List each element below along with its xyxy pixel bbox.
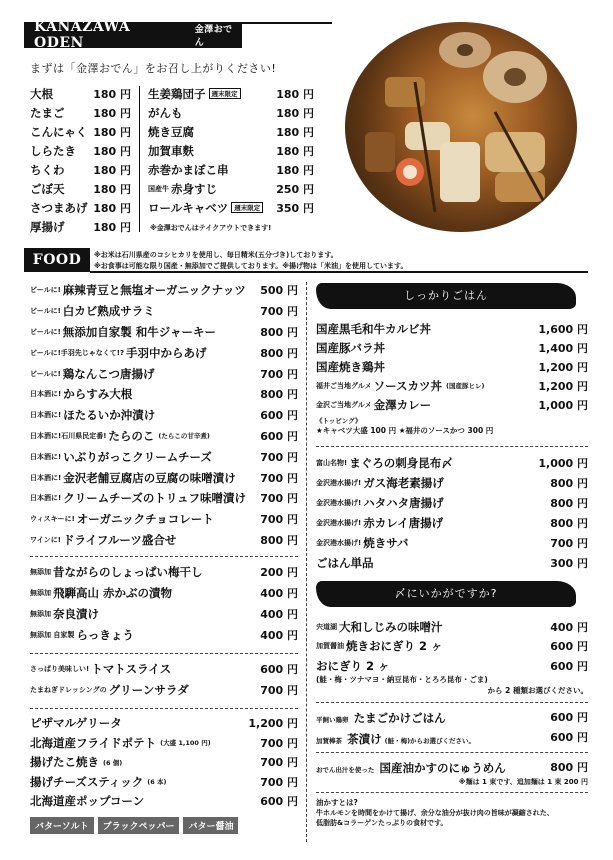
item-price: 180 円 (93, 220, 131, 234)
flavor-chip: バター醤油 (183, 817, 238, 834)
item-label (30, 754, 122, 770)
item-name: ごはん単品 (316, 556, 374, 570)
header-subtitle: 金澤おでん (194, 25, 233, 48)
item-price: 800 円 (260, 533, 298, 547)
item-name: 昔ながらのしょっぱい梅干し (53, 564, 203, 579)
item-price: 700 円 (260, 305, 298, 319)
menu-item (30, 488, 298, 509)
item-name: ごぼ天 (30, 181, 65, 196)
item-price: 1,000 円 (538, 457, 588, 470)
item-prefix: ビールに! (30, 307, 61, 316)
item-prefix: ビールに!手羽先じゃなくて!? (30, 348, 125, 357)
menu-item (316, 338, 588, 357)
item-label (316, 535, 409, 551)
item-prefix: たまねぎドレッシングの (30, 685, 107, 694)
item-name: 鶏なんこつ唐揚げ (62, 366, 155, 381)
item-prefix: ワインに! (30, 535, 61, 544)
item-prefix: 宍道湖 (316, 622, 337, 631)
header-rule (242, 22, 332, 24)
item-label (316, 495, 444, 511)
item-sub: (大盛 1,100 円) (160, 739, 211, 748)
item-label (30, 511, 214, 527)
separator (316, 792, 588, 793)
item-sub: (たらこの甘辛煮) (158, 432, 210, 441)
item-price: 400 円 (260, 628, 298, 642)
item-prefix: 日本酒に! (30, 390, 62, 399)
item-label (30, 386, 132, 402)
item-name: たらのこ (108, 428, 155, 443)
item-name: 焼きおにぎり 2 ヶ (346, 639, 443, 654)
menu-item (316, 637, 588, 657)
menu-item (30, 772, 298, 792)
item-name: 白カビ熟成サラミ (62, 304, 155, 319)
item-price: 1,000 円 (538, 398, 588, 412)
item-label (30, 627, 134, 643)
item-price: 350 円 (276, 201, 314, 215)
item-price: 600 円 (550, 640, 588, 654)
oden-item (148, 103, 314, 122)
item-label (30, 735, 211, 751)
item-name: 手羽中からあげ (126, 345, 207, 360)
item-prefix: おでん出汁を使った (316, 766, 375, 775)
item-name: 奈良漬け (53, 606, 99, 621)
menu-item (30, 603, 298, 624)
oden-photo (345, 22, 577, 232)
oden-item (30, 160, 131, 179)
item-label (148, 181, 217, 197)
item-name: 揚げチーズスティック (30, 774, 144, 789)
item-name: がんも (148, 105, 183, 120)
item-label (30, 449, 212, 465)
item-prefix: 日本酒に!石川県民定番! (30, 431, 107, 440)
item-price: 700 円 (260, 450, 298, 464)
item-name: おにぎり 2 ヶ (316, 658, 390, 673)
item-prefix: 無添加 自家製 (30, 630, 75, 639)
item-prefix: 金沢港水揚げ! (316, 519, 362, 527)
menu-item (316, 376, 588, 395)
item-name: 無添加自家製 和牛ジャーキー (62, 324, 217, 339)
separator (316, 446, 588, 447)
separator (30, 708, 298, 709)
item-name: しらたき (30, 143, 76, 158)
oden-item (30, 198, 131, 217)
menu-item (316, 533, 588, 553)
item-price: 200 円 (260, 565, 298, 579)
oden-note: ※金澤おでんはテイクアウトできます! (150, 224, 272, 232)
item-price: 800 円 (550, 760, 588, 774)
menu-item (30, 561, 298, 582)
topping-label: 《トッピング》 (316, 417, 362, 425)
item-sub: (国産豚ヒレ) (446, 382, 485, 390)
item-name: 北海道産フライドポテト (30, 735, 157, 750)
item-price: 700 円 (260, 471, 298, 485)
item-prefix: 無添加 (30, 609, 51, 618)
item-prefix: 国産牛 (148, 184, 169, 193)
item-name: 大根 (30, 86, 53, 101)
separator (316, 702, 588, 703)
item-label (30, 793, 144, 809)
item-price: 1,200 円 (538, 379, 588, 393)
menu-item (30, 405, 298, 426)
item-price: 180 円 (93, 182, 131, 196)
item-label (148, 162, 229, 178)
popcorn-flavors (30, 817, 298, 834)
item-prefix: 平飼い鶏卵 (316, 716, 349, 725)
item-name: からすみ大根 (63, 387, 133, 402)
item-label (316, 359, 385, 375)
topping-text: ★キャベツ大盛 100 円 ★福井のソースかつ 300 円 (316, 426, 494, 435)
item-prefix: 加賀棒茶 (316, 736, 342, 745)
item-label (30, 585, 172, 601)
item-name: 茶漬け (347, 731, 382, 746)
item-label (316, 475, 444, 491)
oden-item (148, 198, 314, 217)
food-note-2: ※お食事は可能な限り国産・無添加でご提供しております。※揚げ物は「米油」を使用しています。 (94, 262, 408, 270)
item-label (30, 282, 246, 298)
item-label (30, 324, 216, 340)
item-label (148, 105, 183, 121)
oden-list-right (148, 84, 314, 217)
item-name: ちくわ (30, 162, 65, 177)
item-name: 焼き豆腐 (148, 124, 194, 139)
item-price: 180 円 (276, 144, 314, 158)
menu-item (30, 322, 298, 343)
item-name: ハタハタ唐揚げ (363, 496, 444, 510)
shime-section-title: 〆にいかがですか? (316, 581, 576, 607)
food-left-column (30, 280, 298, 834)
onigiri-note: (鮭・梅・ツナマヨ・納豆昆布・とろろ昆布・ごま) (316, 674, 488, 684)
item-prefix: 富山名物! (316, 459, 348, 467)
flavor-chip: ブラックペッパー (98, 817, 180, 834)
menu-item (316, 513, 588, 533)
item-price: 180 円 (93, 87, 131, 101)
food-title-bar (24, 248, 90, 272)
menu-item (30, 509, 298, 530)
item-price: 400 円 (260, 586, 298, 600)
item-price: 800 円 (260, 388, 298, 402)
food-title: FOOD (32, 252, 82, 268)
menu-item (316, 319, 588, 338)
item-name: クリームチーズのトリュフ味噌漬け (63, 491, 247, 506)
flavor-chip: バターソルト (30, 817, 94, 834)
item-price: 700 円 (260, 492, 298, 506)
item-price: 800 円 (260, 346, 298, 360)
food-note-1: ※お米は石川県産のコシヒカリを使用し、毎日精米(五分づき)しております。 (94, 251, 338, 259)
oden-item (148, 179, 314, 198)
item-name: ほたるいか沖漬け (63, 408, 156, 423)
menu-item (30, 679, 298, 700)
item-prefix: ウィスキーに! (30, 515, 75, 524)
item-label (30, 303, 155, 319)
menu-item (30, 301, 298, 322)
aburakasu-question: 油かすとは? (316, 798, 358, 807)
item-price: 700 円 (260, 367, 298, 381)
menu-item (316, 493, 588, 513)
item-price: 800 円 (550, 497, 588, 510)
separator (30, 653, 298, 654)
oden-item (30, 84, 131, 103)
item-price: 1,600 円 (538, 322, 588, 336)
item-price: 180 円 (276, 163, 314, 177)
item-label (30, 682, 189, 698)
item-label (316, 515, 443, 531)
oden-divider (139, 86, 140, 232)
item-price: 700 円 (260, 756, 298, 770)
item-label (30, 490, 246, 506)
item-prefix: さっぱり美味しい! (30, 664, 90, 673)
item-prefix: ビールに! (30, 327, 61, 336)
item-name: 赤身すじ (171, 181, 217, 196)
item-price: 800 円 (550, 517, 588, 530)
item-price: 400 円 (550, 620, 588, 634)
item-label (148, 124, 194, 140)
item-label (30, 532, 176, 548)
tagline: まずは「金澤おでん」をお召し上がりください! (30, 62, 277, 75)
item-prefix: 日本酒に! (30, 452, 62, 461)
item-label (148, 86, 241, 102)
item-price: 180 円 (93, 106, 131, 120)
item-name: 赤カレイ唐揚げ (363, 516, 444, 530)
item-name: 金澤カレー (373, 397, 432, 412)
menu-item (30, 426, 298, 447)
item-price: 300 円 (550, 557, 588, 570)
item-label (30, 661, 171, 677)
item-price: 180 円 (276, 125, 314, 139)
item-price: 250 円 (276, 182, 314, 196)
item-prefix: 日本酒に! (30, 494, 62, 503)
menu-item (316, 357, 588, 376)
item-price: 1,400 円 (538, 341, 588, 355)
item-label (30, 606, 99, 622)
item-name: 揚げたこ焼き (30, 755, 99, 770)
item-prefix: 日本酒に! (30, 411, 62, 420)
oden-item (148, 141, 314, 160)
item-price: 180 円 (276, 106, 314, 120)
menu-item (30, 791, 298, 811)
item-label (30, 407, 155, 423)
item-name: 国産黒毛和牛カルビ丼 (316, 321, 431, 336)
oden-item (30, 179, 131, 198)
item-price: 700 円 (260, 513, 298, 527)
item-name: いぶりがっこクリームチーズ (63, 449, 212, 464)
nyumen-note: ※麺は 1 束です、追加麺は 1 束 200 円 (458, 778, 588, 786)
oden-item (30, 141, 131, 160)
menu-item (30, 363, 298, 384)
menu-item (316, 473, 588, 493)
item-name: 加賀車麩 (148, 143, 194, 158)
separator (30, 556, 298, 557)
aburakasu-answer-1: 牛ホルモンを時間をかけて揚げ、余分な油分が抜け肉の旨味が凝縮された、 (316, 809, 554, 817)
item-price: 180 円 (93, 125, 131, 139)
item-price: 1,200 円 (538, 360, 588, 374)
menu-item-tkg (316, 707, 588, 728)
oden-item (30, 122, 131, 141)
item-price: 700 円 (260, 775, 298, 789)
item-prefix: 金沢港水揚げ! (316, 539, 362, 547)
item-price: 180 円 (93, 144, 131, 158)
item-label (30, 366, 155, 382)
onigiri-note-2: から 2 種類お選びください。 (487, 685, 588, 695)
item-label (316, 619, 443, 635)
menu-item (30, 733, 298, 753)
menu-item (30, 530, 298, 551)
item-name: たまごかけごはん (353, 711, 446, 726)
menu-item (30, 658, 298, 679)
item-name: ソースカツ丼 (373, 378, 443, 393)
menu-item-nyumen (316, 757, 588, 778)
menu-item (30, 384, 298, 405)
oden-item (148, 160, 314, 179)
header-title-bar (24, 19, 242, 51)
item-prefix: ビールに! (30, 286, 61, 295)
item-label (316, 555, 374, 571)
menu-item (30, 342, 298, 363)
menu-item (30, 280, 298, 301)
item-name: 麻辣青豆と無塩オーガニックナッツ (62, 283, 246, 298)
menu-item (316, 453, 588, 473)
item-price: 700 円 (550, 537, 588, 550)
menu-item (316, 395, 588, 414)
item-prefix: 無添加 (30, 567, 51, 576)
item-price: 1,200 円 (248, 717, 298, 731)
item-name: 国産豚バラ丼 (316, 340, 385, 355)
item-label (316, 397, 431, 413)
item-price: 500 円 (260, 284, 298, 298)
item-price: 600 円 (260, 795, 298, 809)
item-name: トマトスライス (91, 661, 172, 676)
item-price: 600 円 (550, 710, 588, 724)
item-label (30, 428, 210, 444)
menu-item (30, 713, 298, 733)
item-prefix: 加賀醤油 (316, 642, 344, 651)
oden-list-left (30, 84, 131, 236)
item-name: たまご (30, 105, 65, 120)
weekend-badge: 週末限定 (231, 202, 263, 213)
item-sub: (6 個) (103, 758, 123, 767)
item-prefix: 日本酒に! (30, 473, 62, 482)
item-name: グリーンサラダ (108, 682, 189, 697)
item-price: 800 円 (550, 477, 588, 490)
menu-item (30, 624, 298, 645)
item-name: 大和しじみの味噌汁 (339, 619, 443, 634)
item-price: 600 円 (260, 429, 298, 443)
item-label (30, 470, 236, 486)
column-divider (306, 282, 307, 842)
item-prefix: 福井ご当地グルメ (316, 381, 372, 390)
item-name: 国産焼き鶏丼 (316, 359, 385, 374)
item-name: さつまあげ (30, 200, 88, 215)
item-price: 180 円 (93, 163, 131, 177)
item-name: らっきょう (76, 627, 134, 642)
item-name: ピザマルゲリータ (30, 716, 122, 731)
item-name: こんにゃく (30, 124, 88, 139)
menu-item (30, 582, 298, 603)
oden-item (30, 217, 131, 236)
rice-section-title: しっかりごはん (316, 283, 576, 309)
item-name: 国産油かすのにゅうめん (379, 761, 506, 776)
menu-item (30, 752, 298, 772)
item-label (30, 715, 122, 731)
food-rule (90, 271, 588, 273)
item-label (316, 378, 484, 394)
item-prefix: 無添加 (30, 588, 51, 597)
item-label (316, 638, 443, 654)
separator (316, 752, 588, 753)
item-label (30, 774, 167, 790)
item-sub: (6 本) (147, 778, 167, 787)
item-label (316, 321, 431, 337)
item-label (148, 143, 194, 159)
item-label (30, 345, 207, 361)
item-sub: (鮭・梅)からお選びください。 (384, 736, 476, 745)
menu-item (316, 553, 588, 573)
item-price: 180 円 (276, 87, 314, 101)
item-price: 180 円 (93, 201, 131, 215)
food-right-column (316, 283, 588, 828)
item-price: 600 円 (550, 731, 588, 745)
item-name: 焼きサバ (363, 536, 409, 550)
item-label (316, 658, 390, 674)
item-price: 600 円 (550, 659, 588, 673)
item-name: 北海道産ポップコーン (30, 794, 145, 809)
item-name: 生姜鶏団子 (148, 86, 206, 101)
item-label (316, 455, 453, 471)
item-name: まぐろの刺身昆布〆 (349, 456, 453, 470)
oden-item (148, 122, 314, 141)
item-prefix: 金沢港水揚げ! (316, 499, 362, 507)
oden-item (30, 103, 131, 122)
item-name: 赤巻かまぼこ串 (148, 162, 229, 177)
item-name: ロールキャベツ (148, 200, 229, 215)
item-prefix: 金沢港水揚げ! (316, 479, 362, 487)
item-name: 金沢老舗豆腐店の豆腐の味噌漬け (63, 470, 236, 485)
menu-item (30, 446, 298, 467)
item-price: 800 円 (260, 325, 298, 339)
oden-item (148, 84, 314, 103)
item-price: 400 円 (260, 607, 298, 621)
item-price: 700 円 (260, 683, 298, 697)
item-prefix: ビールに! (30, 369, 61, 378)
item-name: ドライフルーツ盛合せ (62, 532, 177, 547)
item-name: 厚揚げ (30, 219, 65, 234)
menu-item (30, 467, 298, 488)
item-name: オーガニックチョコレート (76, 512, 214, 527)
aburakasu-answer-2: 低脂肪&コラーゲンたっぷりの食材です。 (316, 819, 448, 827)
item-price: 700 円 (260, 736, 298, 750)
menu-item-chazuke (316, 727, 588, 748)
item-prefix: 金沢ご当地グルメ (316, 400, 372, 409)
menu-item (316, 617, 588, 637)
item-label (30, 564, 203, 580)
item-label (316, 340, 385, 356)
item-name: 飛騨高山 赤かぶの漬物 (53, 585, 173, 600)
topping (316, 416, 588, 436)
item-name: ガス海老素揚げ (363, 476, 444, 490)
item-price: 600 円 (260, 662, 298, 676)
header-title: KANAZAWA ODEN (34, 19, 131, 51)
item-label (148, 200, 263, 216)
item-price: 600 円 (260, 409, 298, 423)
weekend-badge: 週末限定 (209, 88, 241, 99)
